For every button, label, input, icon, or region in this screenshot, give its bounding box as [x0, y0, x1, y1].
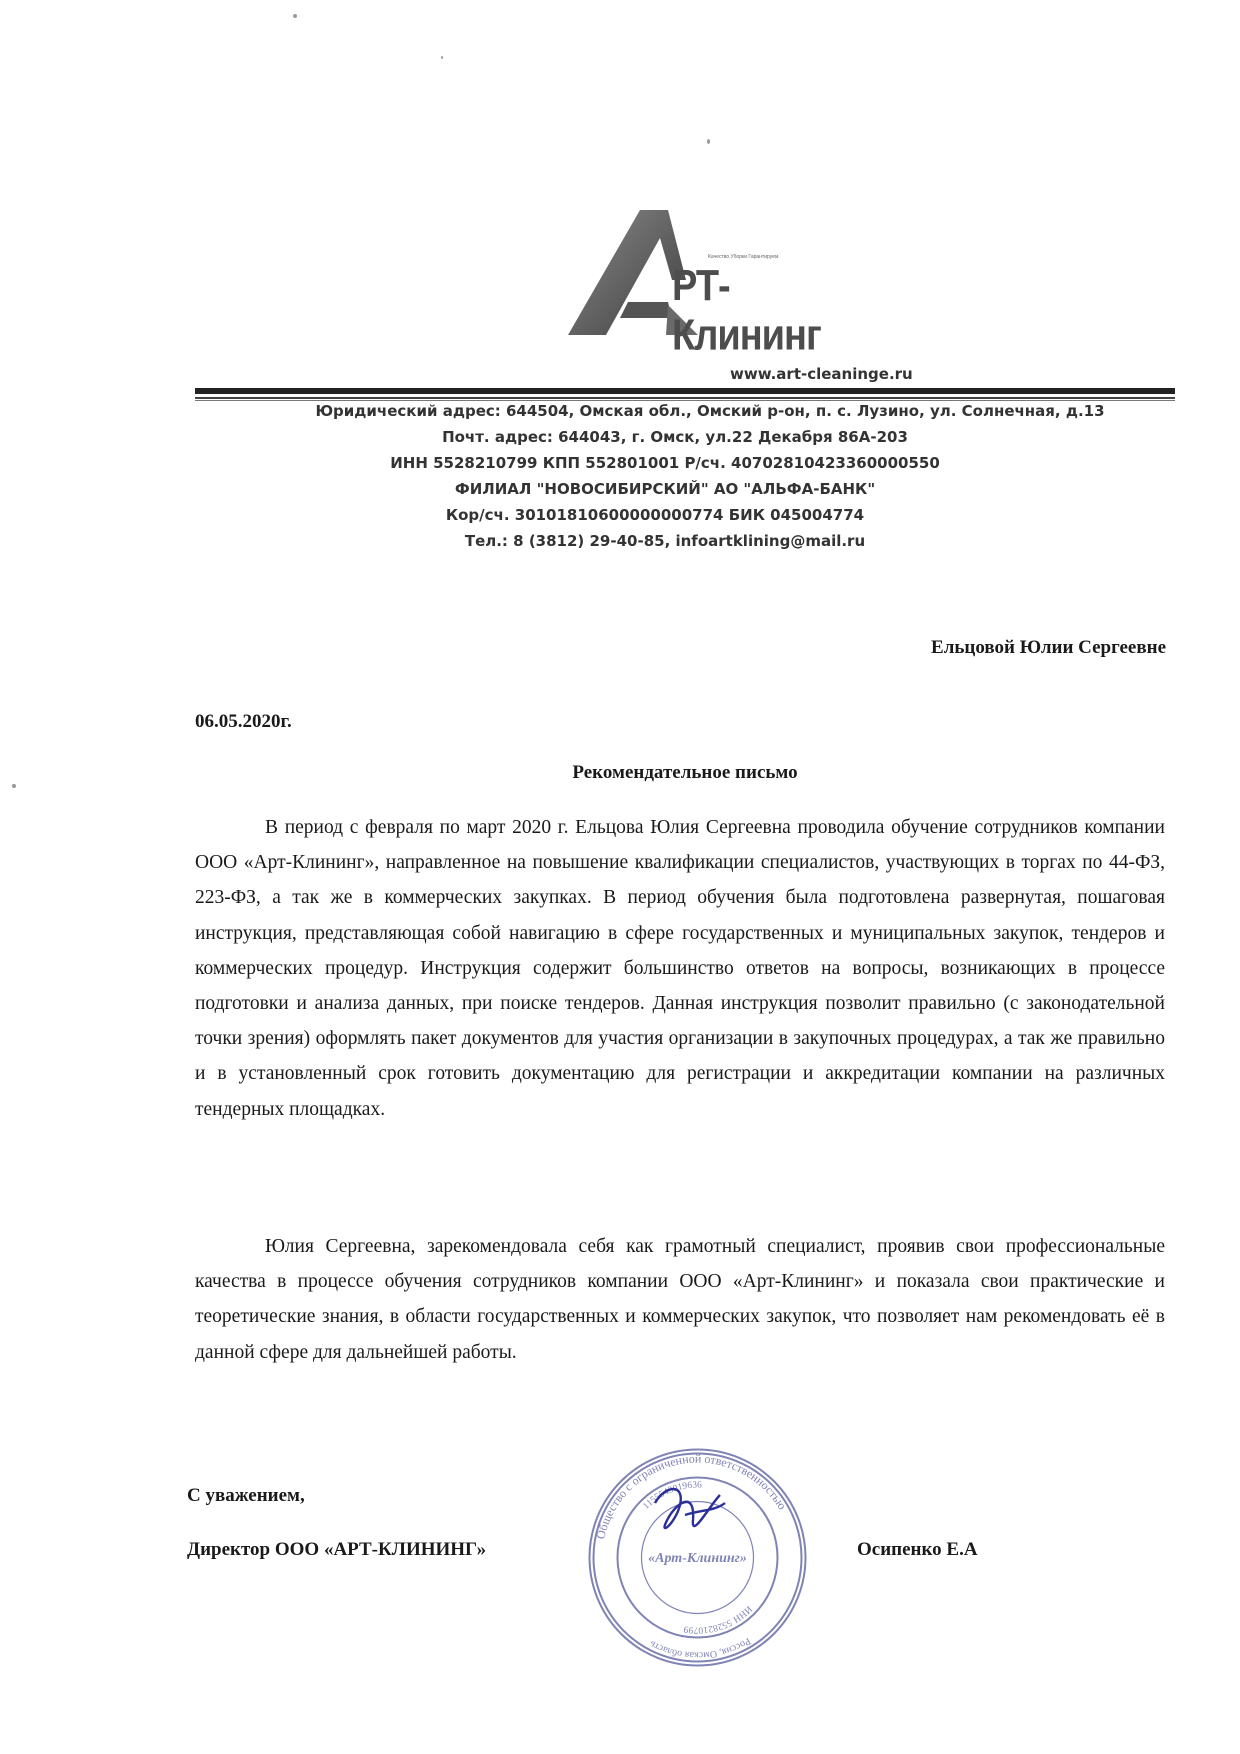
scan-speck — [12, 784, 16, 788]
stamp-region: Россия, Омская область — [648, 1635, 753, 1661]
postal-address: Почт. адрес: 644043, г. Омск, ул.22 Декабря 86А-203 — [442, 428, 908, 446]
tax-bank-account: ИНН 5528210799 КПП 552801001 Р/сч. 40702810423360000550 — [390, 454, 940, 472]
signatory-name: Осипенко Е.А — [857, 1539, 978, 1560]
header-divider — [195, 388, 1175, 394]
header-divider-thin-2 — [195, 400, 1175, 401]
company-website: www.art-cleaninge.ru — [730, 365, 913, 383]
logo-wordmark: РТ-Клининг — [672, 262, 821, 360]
correspondent-account: Кор/сч. 30101810600000000774 БИК 045004774 — [445, 506, 865, 524]
scan-speck — [707, 139, 710, 144]
company-logo — [568, 210, 828, 360]
scan-speck — [293, 14, 297, 18]
stamp-inn: ИНН 5528210799 — [683, 1603, 754, 1635]
contact-phone-email: Тел.: 8 (3812) 29-40-85, infoartklining@mail.ru — [464, 532, 866, 550]
stamp-company-name: «Арт-Клининг» — [648, 1551, 747, 1566]
body-paragraph-2: Юлия Сергеевна, зарекомендовала себя как грамотный специалист, проявив свои профессиональные качества в процессе обучения сотрудников компании ООО «Арт-Клининг» и показала свои практические и теоретические знания, в области государственных и коммерческих закупок, что позволяет нам рекомендовать её в данной сфере для дальнейшей работы. — [195, 1236, 1165, 1363]
body-paragraph-1: В период с февраля по март 2020 г. Ельцова Юлия Сергеевна проводила обучение сотрудников компании ООО «Арт-Клининг», направленное на повышение квалификации специалистов, участвующих в торгах по 44-ФЗ, 223-ФЗ, а так же в коммерческих закупках. В период обучения была подготовлена развернутая, пошаговая инструкция, представляющая собой навигацию в сфере государственных и муниципальных закупок, тендеров и коммерческих процедур. Инструкция содержит большинство ответов на вопросы, возникающих в процессе подготовки и анализа данных, при поиске тендеров. Данная инструкция позволит правильно (с законодательной точки зрения) оформлять пакет документов для участия организации в закупочных процедурах, а так же правильно и в установленный срок готовить документацию для регистрации и аккредитации компании на различных тендерных площадках. — [195, 817, 1165, 1120]
letter-title: Рекомендательное письмо — [572, 762, 798, 783]
stamp-ogrn: 1155543019636 — [641, 1480, 702, 1512]
logo-tagline: Качество Уборки Гарантируем — [708, 254, 779, 260]
company-stamp — [585, 1445, 810, 1670]
closing: С уважением, — [187, 1485, 305, 1506]
letter-date: 06.05.2020г. — [195, 711, 292, 732]
stamp-outer-text: Общество с ограниченной ответственностью — [593, 1451, 790, 1541]
recipient: Ельцовой Юлии Сергеевне — [931, 637, 1166, 658]
header-divider-thin — [195, 397, 1175, 399]
signatory-title: Директор ООО «АРТ-КЛИНИНГ» — [187, 1539, 487, 1560]
legal-address: Юридический адрес: 644504, Омская обл., Омский р-он, п. с. Лузино, ул. Солнечная, д.13 — [315, 402, 1105, 420]
bank-name: ФИЛИАЛ "НОВОСИБИРСКИЙ" АО "АЛЬФА-БАНК" — [454, 480, 876, 498]
scan-speck — [441, 56, 443, 59]
